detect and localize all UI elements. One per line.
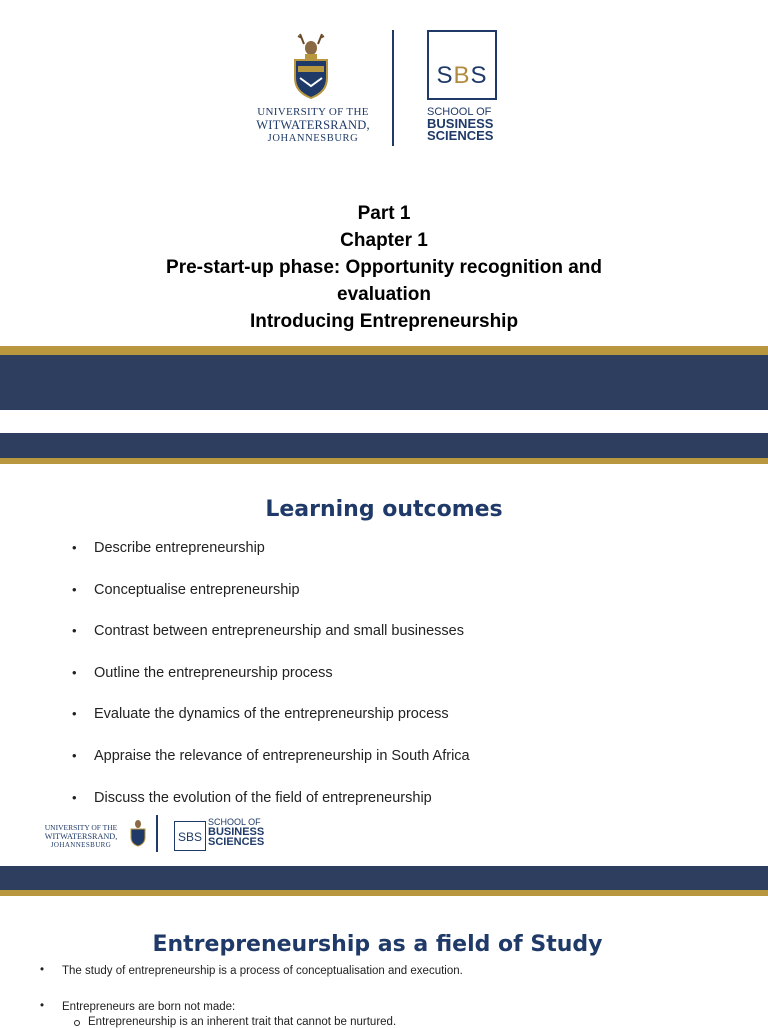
sbs-monogram-small: SBS <box>174 821 206 851</box>
bullet-dot: • <box>72 789 77 805</box>
bullet-dot: • <box>72 664 77 680</box>
list-item-text: Describe entrepreneurship <box>94 540 265 556</box>
bullet-dot: • <box>40 1000 45 1012</box>
sbs-small-line-2: BUSINESS <box>208 826 265 838</box>
list-item <box>72 706 732 748</box>
field-of-study-heading: Entrepreneurship as a field of Study <box>152 932 603 957</box>
wits-crest-icon <box>286 30 336 100</box>
title-phase-line1: Pre-start-up phase: Opportunity recognition and <box>166 257 602 278</box>
slide2-bottom-gold-band <box>0 890 768 896</box>
list-item-text: Appraise the relevance of entrepreneurship in South Africa <box>94 747 470 764</box>
title-part: Part 1 <box>357 203 411 224</box>
title-phase-line2: evaluation <box>337 284 431 305</box>
slide2-gold-band <box>0 458 768 464</box>
wits-line-1: UNIVERSITY OF THE <box>257 106 369 118</box>
list-item-text: Contrast between entrepreneurship and small businesses <box>94 623 464 640</box>
wits-wordmark-small <box>36 823 126 850</box>
slide3-bullet-2: Entrepreneurs are born not made: <box>62 1001 236 1013</box>
title-chapter: Chapter 1 <box>340 230 428 251</box>
university-logo-lockup <box>243 30 503 148</box>
bullet-dot: • <box>72 581 77 597</box>
logo-divider <box>392 30 394 146</box>
list-item-text: Outline the entrepreneurship process <box>94 664 333 681</box>
wits-line-3: JOHANNESBURG <box>267 133 359 144</box>
list-item <box>72 540 732 582</box>
sbs-line-1: SCHOOL OF <box>427 106 492 118</box>
sbs-monogram <box>429 62 495 90</box>
list-item-text: Evaluate the dynamics of the entrepreneurship process <box>94 706 449 723</box>
list-item <box>72 582 732 624</box>
title-topic: Introducing Entrepreneurship <box>249 311 519 332</box>
slide2-bottom-navy-band <box>0 866 768 890</box>
sub-bullet-circle <box>74 1020 80 1026</box>
sbs-logo-box <box>427 30 497 100</box>
footer-logo-lockup <box>36 815 276 855</box>
learning-outcomes-heading: Learning outcomes <box>265 497 503 522</box>
bullet-dot: • <box>72 623 77 639</box>
bullet-dot: • <box>72 706 77 722</box>
sbs-letter-b: B <box>453 62 471 89</box>
slide2-navy-band <box>0 433 768 458</box>
sbs-wordmark <box>427 106 493 142</box>
wits-crest-small-icon <box>128 817 148 847</box>
sbs-line-3: SCIENCES <box>427 128 494 143</box>
list-item <box>72 665 732 707</box>
slide1-title <box>0 200 768 335</box>
list-item-text: Conceptualise entrepreneurship <box>94 581 300 598</box>
list-item <box>72 748 732 790</box>
bullet-dot: • <box>72 747 77 763</box>
footer-logo-divider <box>156 815 158 852</box>
learning-outcomes-list <box>72 540 732 831</box>
list-item-text: Discuss the evolution of the field of entrepreneurship <box>94 789 432 806</box>
sbs-small-line-3: SCIENCES <box>208 836 265 848</box>
wits-wordmark <box>243 106 383 145</box>
slide1-gold-band <box>0 346 768 355</box>
wits-small-line-3: JOHANNESBURG <box>50 841 112 849</box>
sbs-small-line-1: SCHOOL OF <box>208 817 261 827</box>
sbs-letter-s1: S <box>436 62 454 89</box>
wits-line-2: WITWATERSRAND, <box>256 118 370 132</box>
slide1-navy-band <box>0 355 768 410</box>
bullet-dot: • <box>40 964 45 976</box>
sbs-wordmark-small <box>208 817 264 847</box>
sbs-letter-s2: S <box>470 62 488 89</box>
slide3-bullet-1: The study of entrepreneurship is a process of conceptualisation and execution. <box>62 965 463 977</box>
sbs-line-2: BUSINESS <box>427 116 494 131</box>
bullet-dot: • <box>72 540 77 555</box>
list-item <box>72 623 732 665</box>
wits-small-line-1: UNIVERSITY OF THE <box>44 823 118 832</box>
wits-small-line-2: WITWATERSRAND, <box>44 832 118 841</box>
slide3-sub-bullet-1: Entrepreneurship is an inherent trait that cannot be nurtured. <box>88 1016 397 1028</box>
